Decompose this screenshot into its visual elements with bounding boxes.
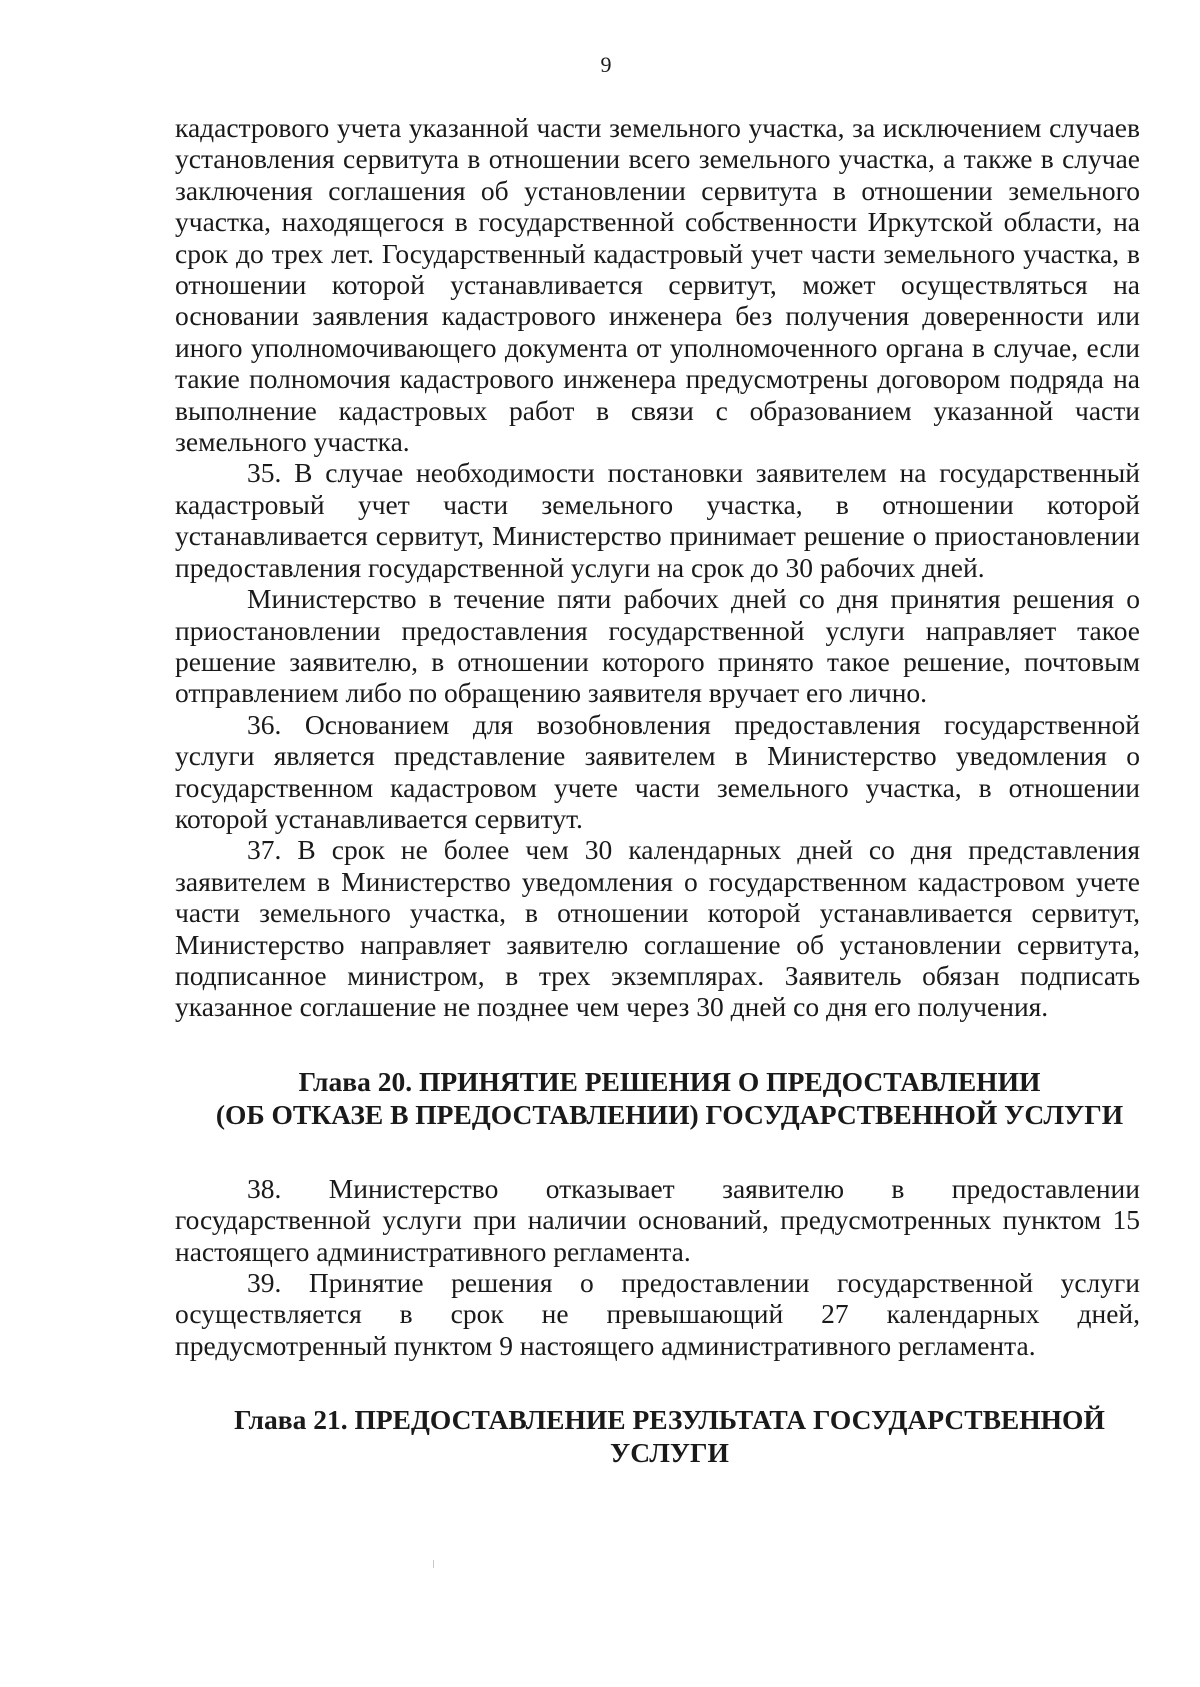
page-number: 9 [600,52,612,77]
chapter-20-heading [175,1065,1140,1131]
chapter-20-heading-line1: Глава 20. ПРИНЯТИЕ РЕШЕНИЯ О ПРЕДОСТАВЛЕНИИ [298,1065,1041,1097]
paragraph-continuation: кадастрового учета указанной части земельного участка, за исключением случаев установления сервитута в отношении всего земельного участка, а также в случае заключения соглашения об установлении сервитута в отношении земельного участка, находящегося в государственной собственности Иркутской области, на срок до трех лет. Государственный кадастровый учет части земельного участка, в отношении которой устанавливается сервитут, может осуществляться на основании заявления кадастрового инженера без получения доверенности или иного уполномочивающего документа от уполномоченного органа в случае, если такие полномочия кадастрового инженера предусмотрены договором подряда на выполнение кадастровых работ в связи с образованием указанной части земельного участка. [175,112,1140,458]
chapter-20-heading-line2: (ОБ ОТКАЗЕ В ПРЕДОСТАВЛЕНИИ) ГОСУДАРСТВЕННОЙ УСЛУГИ [215,1098,1124,1130]
paragraph-35-notice: Министерство в течение пяти рабочих дней со дня принятия решения о приостановлении предоставления государственной услуги направляет такое решение заявителю, в отношении которого принято такое решение, почтовым отправлением либо по обращению заявителя вручает его лично. [175,583,1140,709]
scan-artifact [433,1560,434,1568]
paragraph-36: 36. Основанием для возобновления предоставления государственной услуги является представление заявителем в Министерство уведомления о государственном кадастровом учете части земельного участка, в отношении которой устанавливается сервитут. [175,708,1140,834]
paragraph-35: 35. В случае необходимости постановки заявителем на государственный кадастровый учет части земельного участка, в отношении которой устанавливается сервитут, Министерство принимает решение о приостановлении предоставления государственной услуги на срок до 30 рабочих дней. [175,457,1140,583]
chapter-21-heading-line1: Глава 21. ПРЕДОСТАВЛЕНИЕ РЕЗУЛЬТАТА ГОСУДАРСТВЕННОЙ [234,1404,1105,1436]
paragraph-38: 38. Министерство отказывает заявителю в предоставлении государственной услуги при наличии оснований, предусмотренных пунктом 15 настоящего административного регламента. [175,1172,1140,1267]
paragraph-39: 39. Принятие решения о предоставлении государственной услуги осуществляется в срок не превышающий 27 календарных дней, предусмотренный пунктом 9 настоящего административного регламента. [175,1267,1140,1361]
chapter-21-heading-line2: УСЛУГИ [610,1437,729,1469]
document-body [175,112,1140,1469]
paragraph-37: 37. В срок не более чем 30 календарных дней со дня представления заявителем в Министерство уведомления о государственном кадастровом учете части земельного участка, в отношении которой устанавливается сервитут, Министерство направляет заявителю соглашение об установлении сервитута, подписанное министром, в трех экземплярах. Заявитель обязан подписать указанное соглашение не позднее чем через 30 дней со дня его получения. [175,834,1140,1023]
chapter-21-heading [175,1403,1140,1469]
